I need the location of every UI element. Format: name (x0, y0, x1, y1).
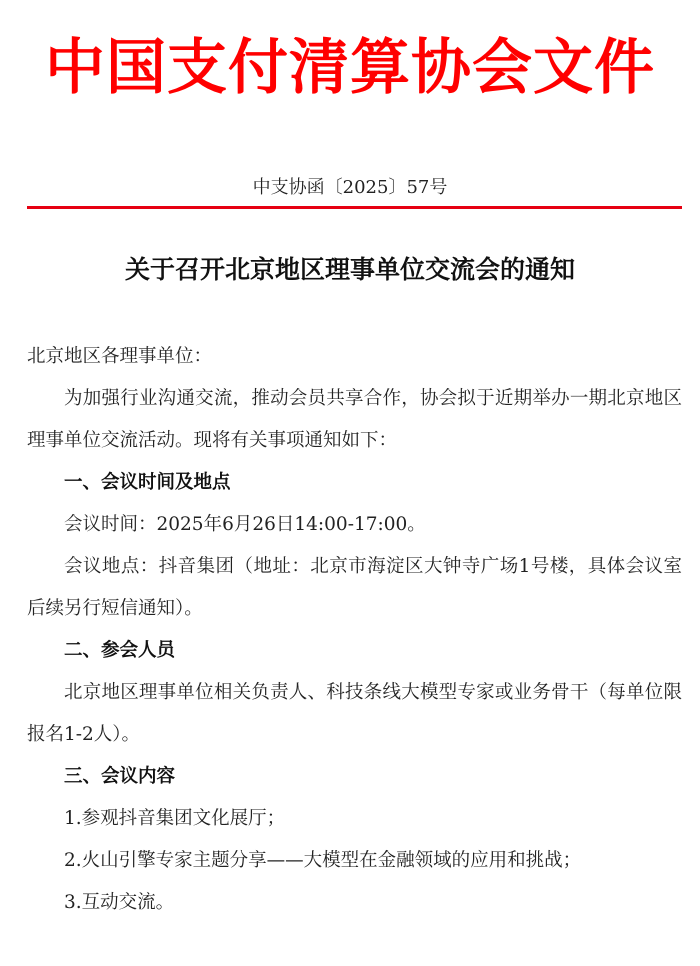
document-number: 中支协函〔2025〕57号 (252, 177, 448, 198)
content-item-2: 2.火山引擎专家主题分享——大模型在金融领域的应用和挑战； (64, 850, 582, 871)
document-issuer-header: 中国支付清算协会文件 (45, 33, 655, 103)
meeting-time: 会议时间：2025年6月26日14:00-17:00。 (64, 514, 426, 535)
meeting-place: 会议地点：抖音集团（地址：北京市海淀区大钟寺广场1号楼，具体会议室后续另行短信通知）。 (27, 556, 682, 619)
notice-body (27, 336, 682, 924)
notice-title: 关于召开北京地区理事单位交流会的通知 (124, 255, 575, 284)
section-heading-attendees: 二、参会人员 (64, 640, 176, 661)
section-heading-content: 三、会议内容 (64, 766, 176, 787)
content-item-1: 1.参观抖音集团文化展厅； (64, 808, 286, 829)
salutation: 北京地区各理事单位： (27, 346, 213, 367)
section-heading-time-place: 一、会议时间及地点 (64, 472, 231, 493)
content-item-3: 3.互动交流。 (64, 892, 175, 913)
red-divider-line (27, 206, 682, 209)
intro-paragraph: 为加强行业沟通交流，推动会员共享合作，协会拟于近期举办一期北京地区理事单位交流活动。现将有关事项通知如下： (27, 388, 682, 451)
attendees-text: 北京地区理事单位相关负责人、科技条线大模型专家或业务骨干（每单位限报名1-2人）。 (27, 682, 682, 745)
